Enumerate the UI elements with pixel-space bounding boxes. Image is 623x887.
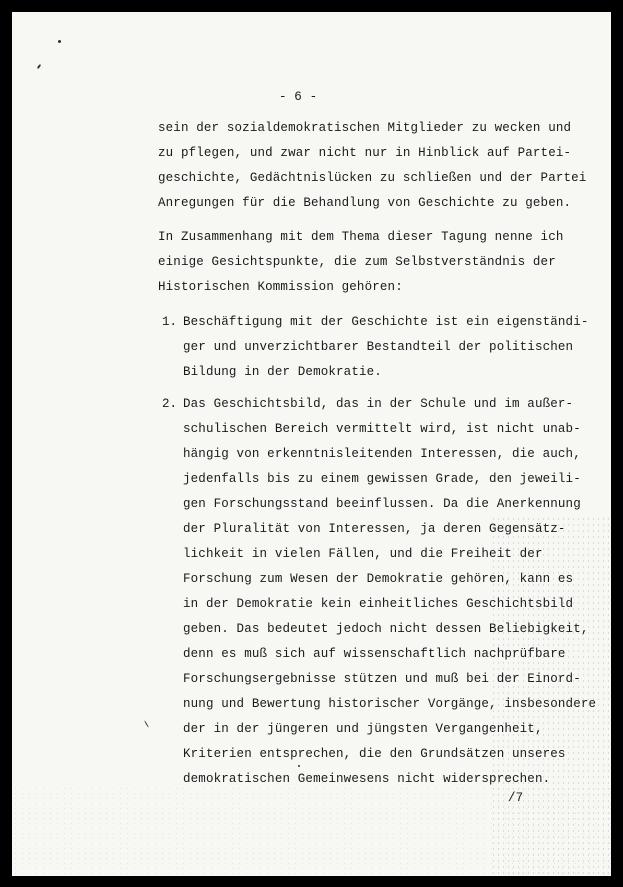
next-page-reference: /7: [508, 791, 524, 805]
document-page: [12, 12, 611, 876]
list-item-2-line-6: der Pluralität von Interessen, ja deren Gegensätz-: [183, 522, 566, 536]
paragraph-1-line-3: geschichte, Gedächtnislücken zu schließen und der Partei: [158, 171, 587, 185]
scan-speck: [58, 40, 61, 43]
list-item-2-line-1: Das Geschichtsbild, das in der Schule und im außer-: [183, 397, 574, 411]
list-item-2-line-14: der in der jüngeren und jüngsten Vergangenheit,: [183, 722, 543, 736]
list-item-2-line-12: Forschungsergebnisse stützen und muß bei der Einord-: [183, 672, 581, 686]
list-item-2-line-3: hängig von erkenntnisleitenden Interessen, die auch,: [183, 447, 581, 461]
list-item-1-line-3: Bildung in der Demokratie.: [183, 365, 382, 379]
list-item-1-line-2: ger und unverzichtbarer Bestandteil der politischen: [183, 340, 574, 354]
paragraph-1-line-4: Anregungen für die Behandlung von Geschichte zu geben.: [158, 196, 572, 210]
paragraph-2-line-3: Historischen Kommission gehören:: [158, 280, 403, 294]
paragraph-1-line-1: sein der sozialdemokratischen Mitglieder zu wecken und: [158, 121, 572, 135]
page-number: - 6 -: [279, 90, 318, 104]
list-item-2-line-13: nung und Bewertung historischer Vorgänge, insbesondere: [183, 697, 597, 711]
list-item-2-line-7: lichkeit in vielen Fällen, und die Freiheit der: [183, 547, 543, 561]
list-item-2-line-5: gen Forschungsstand beeinflussen. Da die Anerkennung: [183, 497, 581, 511]
list-item-2-line-2: schulischen Bereich vermittelt wird, ist nicht unab-: [183, 422, 581, 436]
list-item-2-line-9: in der Demokratie kein einheitliches Geschichtsbild: [183, 597, 574, 611]
scan-speck: [298, 765, 300, 767]
list-item-2-line-11: denn es muß sich auf wissenschaftlich nachprüfbare: [183, 647, 566, 661]
list-item-2-line-15: Kriterien entsprechen, die den Grundsätzen unseres: [183, 747, 566, 761]
list-item-2-line-4: jedenfalls bis zu einem gewissen Grade, den jeweili-: [183, 472, 581, 486]
scan-speck: [144, 720, 149, 727]
paragraph-2-line-2: einige Gesichtspunkte, die zum Selbstverständnis der: [158, 255, 556, 269]
scan-speck: [37, 64, 42, 69]
paragraph-1-line-2: zu pflegen, und zwar nicht nur in Hinblick auf Partei-: [158, 146, 572, 160]
list-item-1-line-1: Beschäftigung mit der Geschichte ist ein eigenständi-: [183, 315, 589, 329]
list-item-1-number: 1.: [162, 315, 178, 329]
list-item-2-line-16: demokratischen Gemeinwesens nicht widersprechen.: [183, 772, 551, 786]
list-item-2-number: 2.: [162, 397, 178, 411]
paragraph-2-line-1: In Zusammenhang mit dem Thema dieser Tagung nenne ich: [158, 230, 564, 244]
list-item-2-line-8: Forschung zum Wesen der Demokratie gehören, kann es: [183, 572, 574, 586]
list-item-2-line-10: geben. Das bedeutet jedoch nicht dessen Beliebigkeit,: [183, 622, 589, 636]
